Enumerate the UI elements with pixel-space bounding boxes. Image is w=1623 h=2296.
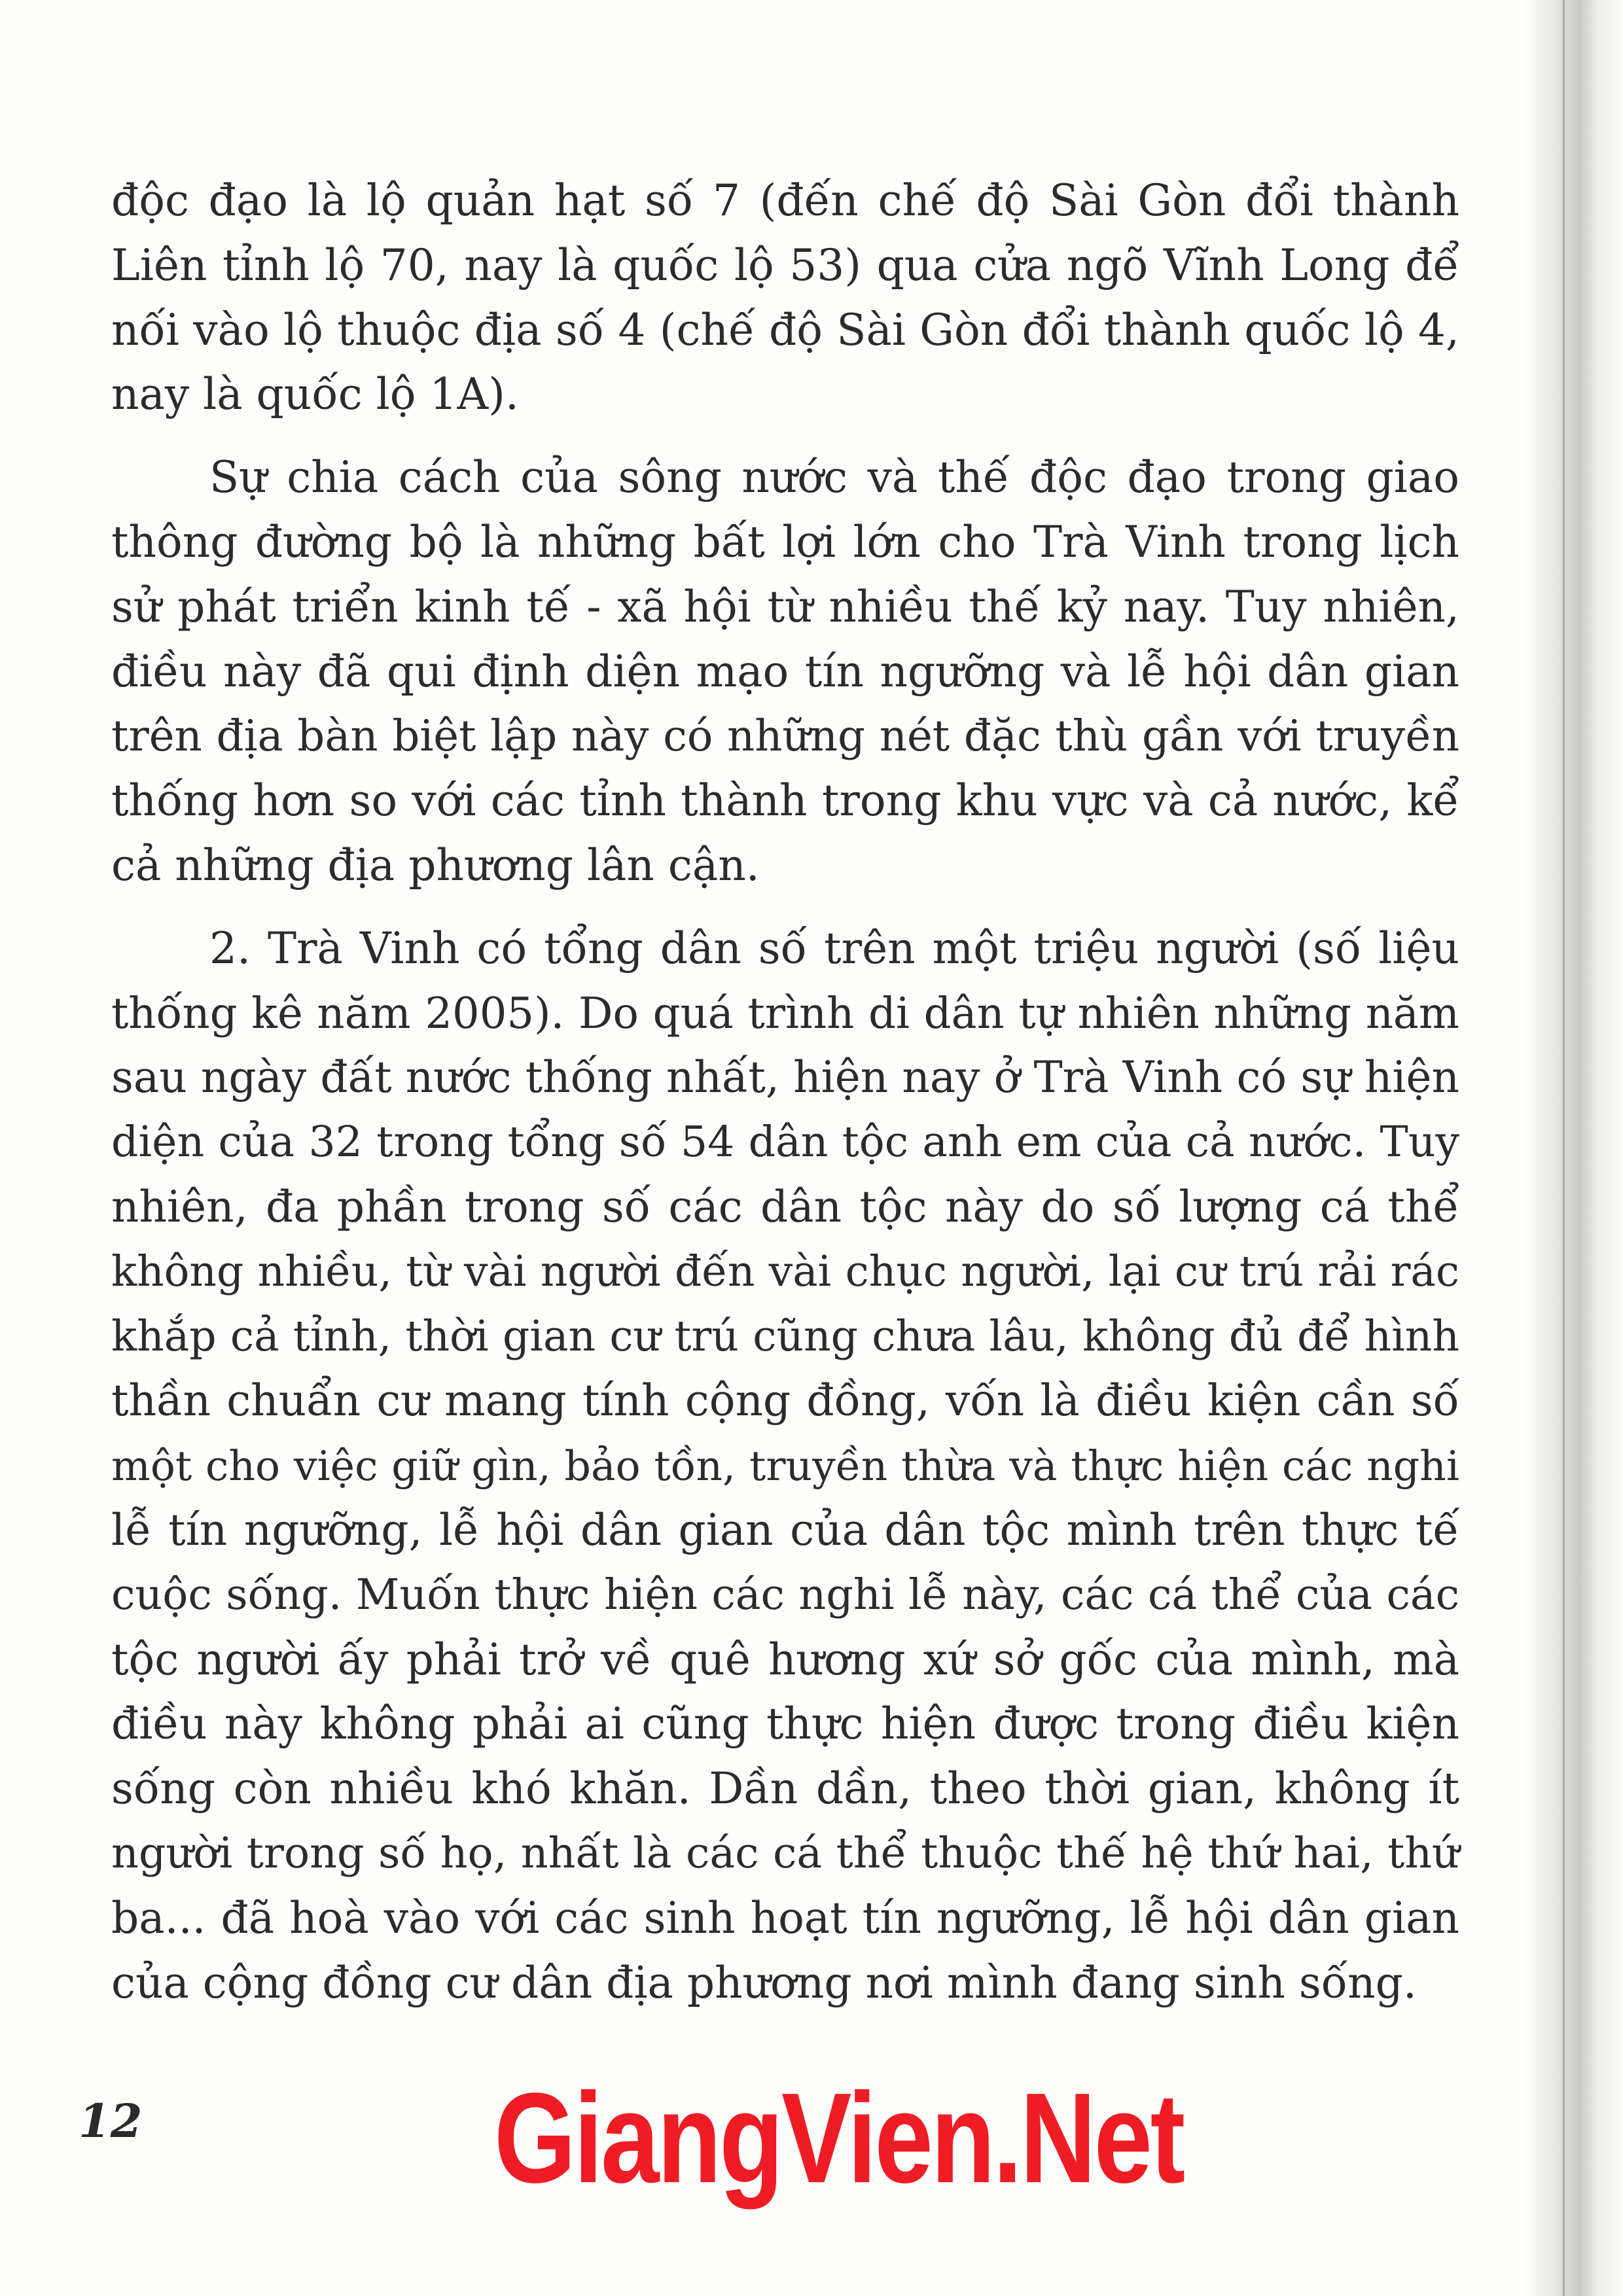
text-line: thống kê năm 2005). Do quá trình di dân tự nhiên những năm <box>111 988 1459 1038</box>
text-line: sống còn nhiều khó khăn. Dần dần, theo thời gian, không ít <box>111 1763 1459 1814</box>
text-line: Liên tỉnh lộ 70, nay là quốc lộ 53) qua cửa ngõ Vĩnh Long để <box>111 239 1459 291</box>
page-binding-edge <box>1525 0 1623 2296</box>
text-line: một cho việc giữ gìn, bảo tồn, truyền thừa và thực hiện các nghi <box>111 1441 1459 1491</box>
text-line: nhiên, đa phần trong số các dân tộc này do số lượng cá thể <box>111 1181 1459 1232</box>
text-line: sau ngày đất nước thống nhất, hiện nay ở Trà Vinh có sự hiện <box>111 1052 1459 1103</box>
text-line: nay là quốc lộ 1A). <box>111 369 519 420</box>
text-line: trên địa bàn biệt lập này có những nét đặc thù gần với truyền <box>111 711 1459 762</box>
text-line: độc đạo là lộ quản hạt số 7 (đến chế độ Sài Gòn đổi thành <box>111 175 1459 226</box>
text-line: sử phát triển kinh tế - xã hội từ nhiều thế kỷ nay. Tuy nhiên, <box>111 581 1459 632</box>
text-line: điều này đã qui định diện mạo tín ngưỡng và lễ hội dân gian <box>111 646 1459 697</box>
page-number: 12 <box>79 2094 143 2148</box>
paragraph-start: Sự chia cách của sông nước và thế độc đạo trong giao <box>209 452 1459 503</box>
text-line: thông đường bộ là những bất lợi lớn cho Trà Vinh trong lịch <box>111 516 1459 567</box>
text-line: lễ tín ngưỡng, lễ hội dân gian của dân tộc mình trên thực tế <box>111 1504 1459 1555</box>
watermark-text: GiangVien.Net <box>494 2066 1183 2210</box>
text-line: cả những địa phương lân cận. <box>111 839 760 891</box>
text-line: thống hơn so với các tỉnh thành trong khu vực và cả nước, kể <box>111 775 1459 826</box>
text-line: điều này không phải ai cũng thực hiện được trong điều kiện <box>111 1699 1459 1750</box>
paragraph-start: 2. Trà Vinh có tổng dân số trên một triệu người (số liệu <box>209 923 1459 974</box>
text-line: thần chuẩn cư mang tính cộng đồng, vốn là điều kiện cần số <box>111 1375 1459 1426</box>
text-line: người trong số họ, nhất là các cá thể thuộc thế hệ thứ hai, thứ <box>111 1828 1459 1878</box>
text-line: của cộng đồng cư dân địa phương nơi mình đang sinh sống. <box>111 1957 1417 2008</box>
text-line: diện của 32 trong tổng số 54 dân tộc anh em của cả nước. Tuy <box>111 1118 1459 1167</box>
body-text <box>111 169 1459 2015</box>
text-line: tộc người ấy phải trở về quê hương xứ sở gốc của mình, mà <box>111 1634 1459 1685</box>
text-line: khắp cả tỉnh, thời gian cư trú cũng chưa lâu, không đủ để hình <box>111 1311 1459 1361</box>
text-line: không nhiều, từ vài người đến vài chục người, lại cư trú rải rác <box>111 1246 1459 1296</box>
text-line: nối vào lộ thuộc địa số 4 (chế độ Sài Gòn đổi thành quốc lộ 4, <box>111 304 1459 355</box>
text-line: ba... đã hoà vào với các sinh hoạt tín ngưỡng, lễ hội dân gian <box>111 1892 1459 1943</box>
text-line: cuộc sống. Muốn thực hiện các nghi lễ này, các cá thể của các <box>111 1570 1459 1619</box>
